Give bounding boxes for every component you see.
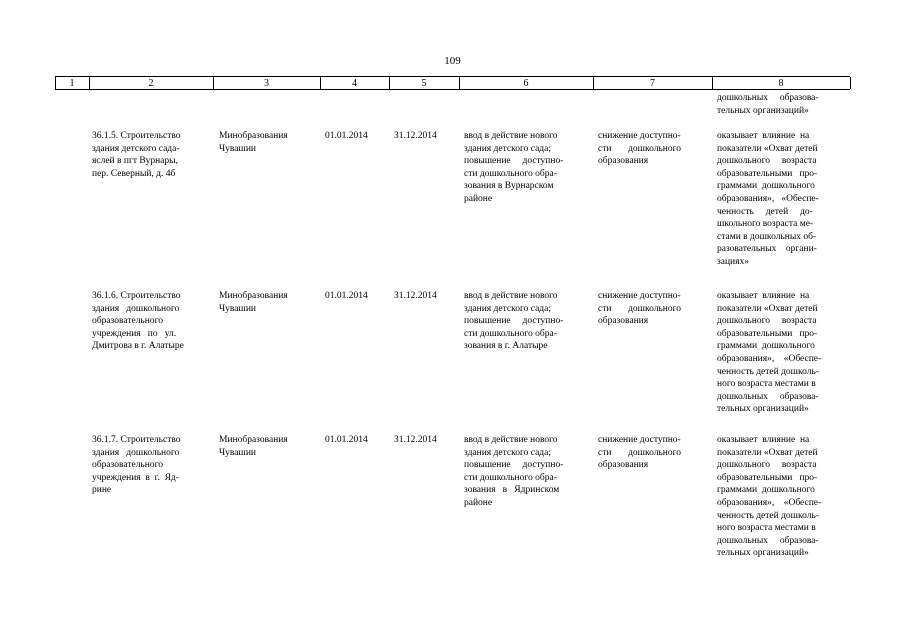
row-risk: снижение доступно- сти дошкольного образования [598,291,682,327]
column-header-2: 2 [148,78,154,89]
row-result: ввод в действие нового здания детского сада; повышение доступно- сти дошкольного обра- зования в Вурнарском районе [464,131,564,204]
row-start-date: 01.01.2014 [325,435,368,445]
row-link: оказывает влияние на показатели «Охват детей дошкольного возраста образовательными про- граммами дошкольного образования», «Обеспе- ченность детей дошколь- ного возраста местами в дошкольных образова- тельных организаций» [717,291,822,415]
column-header-5: 5 [421,78,427,89]
row-name: 36.1.7. Строительство здания дошкольного образовательного учреждения в г. Яд- рине [92,435,181,496]
row-result: ввод в действие нового здания детского сада; повышение доступно- сти дошкольного обра- зования в г. Алатыре [464,291,564,352]
column-header-3: 3 [264,78,269,89]
page-number: 109 [444,55,461,67]
carryover-text: дошкольных образова- тельных организаций» [717,93,819,116]
row-agency: Минобразования Чувашии [219,291,288,314]
row-agency: Минобразования Чувашии [219,131,288,154]
row-start-date: 01.01.2014 [325,291,368,301]
row-end-date: 31.12.2014 [394,291,437,301]
row-end-date: 31.12.2014 [394,131,437,141]
row-end-date: 31.12.2014 [394,435,437,445]
row-risk: снижение доступно- сти дошкольного образования [598,435,682,471]
row-link: оказывает влияние на показатели «Охват детей дошкольного возраста образовательными про- граммами дошкольного образования», «Обеспе- ченность детей до- школьного возраста ме- стами в дошкольных об- разовательных органи- зациях» [717,131,819,267]
column-header-8: 8 [778,78,784,89]
column-header-7: 7 [650,78,655,89]
row-agency: Минобразования Чувашии [219,435,288,458]
row-start-date: 01.01.2014 [325,131,368,141]
row-name: 36.1.6. Строительство здания дошкольного образовательного учреждения по ул. Дмитрова в г. Алатыре [92,291,184,352]
row-link: оказывает влияние на показатели «Охват детей дошкольного возраста образовательными про- граммами дошкольного образования», «Обеспе- ченность детей дошколь- ного возраста местами в дошкольных образова- тельных организаций» [717,435,822,559]
row-risk: снижение доступно- сти дошкольного образования [598,131,682,167]
column-header-4: 4 [352,78,357,89]
column-separator [850,77,851,89]
row-result: ввод в действие нового здания детского сада; повышение доступно- сти дошкольного обра- зования в Ядринском районе [464,435,564,508]
table-top-border [55,76,850,77]
column-header-1: 1 [69,78,75,89]
row-name: 36.1.5. Строительство здания детского сада- яслей в пгт Вурнары, пер. Северный, д. 4б [92,131,181,179]
column-header-6: 6 [523,78,529,89]
